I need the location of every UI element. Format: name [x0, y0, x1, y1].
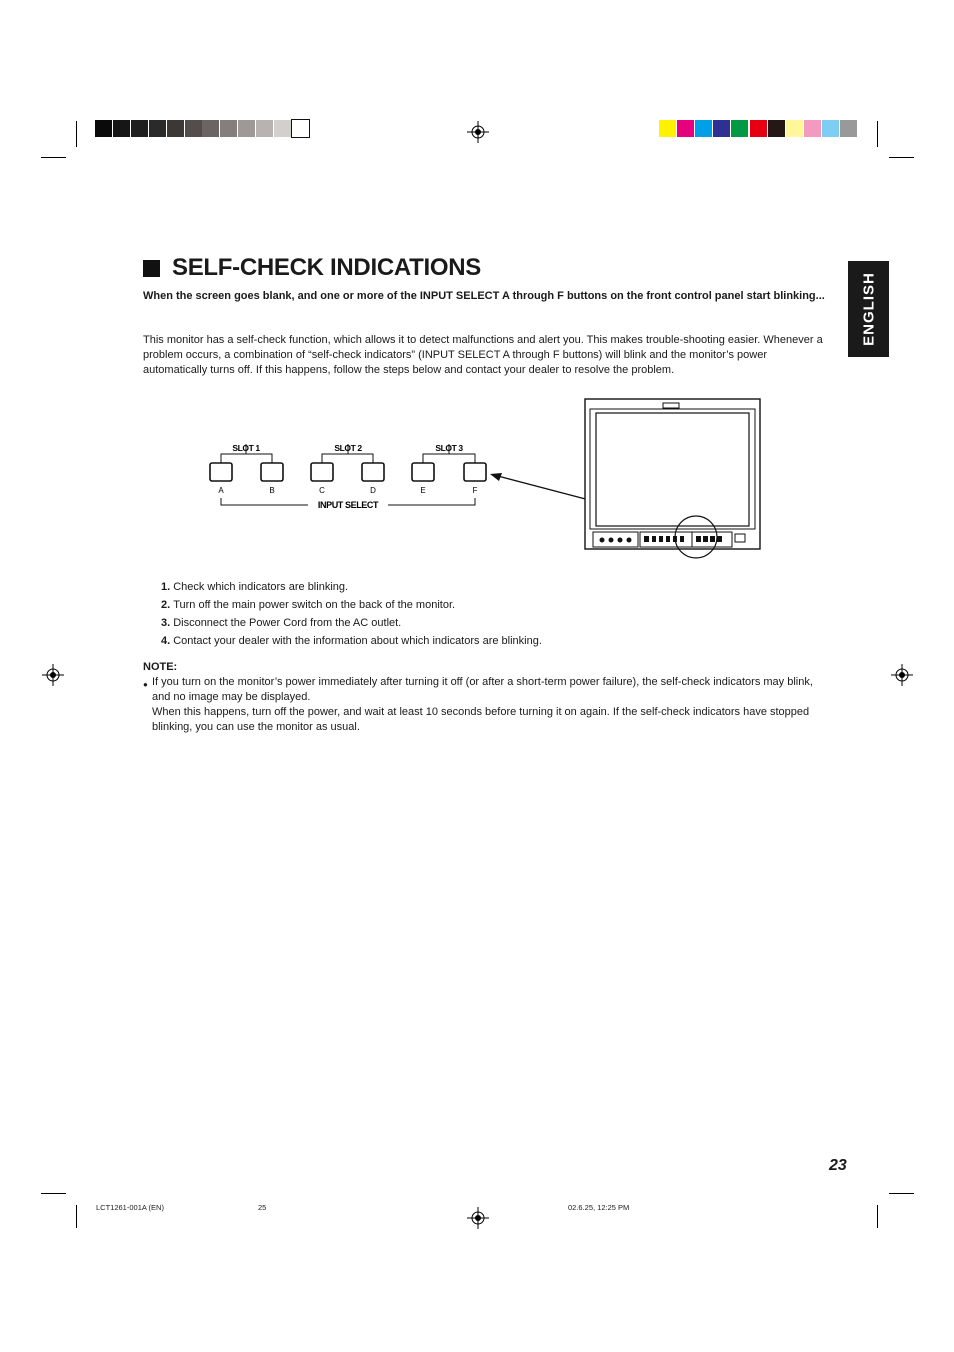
color-swatch [713, 120, 730, 137]
color-swatch [695, 120, 712, 137]
input-button-d [362, 463, 384, 481]
note-line-1: If you turn on the monitor’s power immediately after turning it off (or after a short-term power failure), the self-check indicators may blink, and no image may be displayed. [152, 676, 813, 703]
input-button-a [210, 463, 232, 481]
list-item: 3. Disconnect the Power Cord from the AC outlet. [161, 617, 402, 629]
gray-swatch [131, 120, 148, 137]
note-body [143, 675, 823, 735]
button-letter: B [269, 486, 275, 495]
button-letter: C [319, 486, 325, 495]
registration-mark-icon [42, 664, 64, 686]
gray-swatch [238, 120, 255, 137]
intro-paragraph: This monitor has a self-check function, which allows it to detect malfunctions and alert you. This makes trouble-shooting easier. Whenever a problem occurs, a combination of “self-check indicators” (INPUT SELECT A through F buttons) will blink and the monitor’s power automatically turns off. If this happens, follow the steps below and contact your dealer to resolve the problem. [143, 334, 823, 376]
footer-sheet: 25 [258, 1203, 267, 1212]
slot-label: SLOT 2 [334, 443, 362, 453]
monitor-illustration [480, 395, 770, 565]
color-swatch [677, 120, 694, 137]
gray-swatch [149, 120, 166, 137]
list-item: 1. Check which indicators are blinking. [161, 581, 349, 593]
bullet-icon: ● [143, 680, 148, 689]
footer-timestamp: 02.6.25, 12:25 PM [568, 1203, 630, 1212]
color-swatch [822, 120, 839, 137]
lead-paragraph: When the screen goes blank, and one or more of the INPUT SELECT A through F buttons on the front control panel start blinking... [143, 290, 825, 302]
list-item: 2. Turn off the main power switch on the back of the monitor. [161, 599, 456, 611]
button-letter: F [472, 486, 478, 495]
input-select-diagram [200, 430, 520, 520]
slot-label: SLOT 3 [435, 443, 463, 453]
registration-mark-icon [467, 121, 489, 143]
input-button-e [412, 463, 434, 481]
input-button-c [311, 463, 333, 481]
gray-swatch [220, 120, 237, 137]
gray-swatch [113, 120, 130, 137]
gray-swatch [95, 120, 112, 137]
button-letter: D [370, 486, 376, 495]
section-heading [143, 254, 481, 282]
button-letter: A [218, 486, 224, 495]
color-swatch [750, 120, 767, 137]
color-swatch [840, 120, 857, 137]
note-label: NOTE: [143, 661, 178, 673]
color-swatch [804, 120, 821, 137]
slot-label: SLOT 1 [232, 443, 260, 453]
button-letter: E [420, 486, 426, 495]
color-swatch [768, 120, 785, 137]
gray-swatch [292, 120, 309, 137]
registration-mark-icon [467, 1207, 489, 1229]
section-title: SELF-CHECK INDICATIONS [172, 254, 481, 281]
gray-swatch [185, 120, 202, 137]
input-select-label: INPUT SELECT [317, 500, 379, 510]
steps-list [161, 578, 542, 650]
page-number: 23 [829, 1157, 847, 1174]
input-button-b [261, 463, 283, 481]
input-select-buttons [210, 463, 486, 481]
list-item: 4. Contact your dealer with the information about which indicators are blinking. [161, 635, 542, 647]
language-tab [848, 261, 889, 357]
gray-swatch [167, 120, 184, 137]
note-line-2: When this happens, turn off the power, and wait at least 10 seconds before turning it on again. If the self-check indicators have stopped blinking, you can use the monitor as usual. [152, 706, 810, 733]
gray-swatch [256, 120, 273, 137]
footer-code: LCT1261-001A (EN) [96, 1203, 164, 1212]
gray-swatch [274, 120, 291, 137]
color-swatch [786, 120, 803, 137]
color-swatch [659, 120, 676, 137]
slot-bracket [221, 454, 475, 463]
registration-mark-icon [891, 664, 913, 686]
color-swatch [731, 120, 748, 137]
heading-square-icon [143, 260, 160, 277]
arrow-head-icon [490, 473, 502, 481]
language-label: ENGLISH [860, 272, 877, 346]
gray-swatch [202, 120, 219, 137]
